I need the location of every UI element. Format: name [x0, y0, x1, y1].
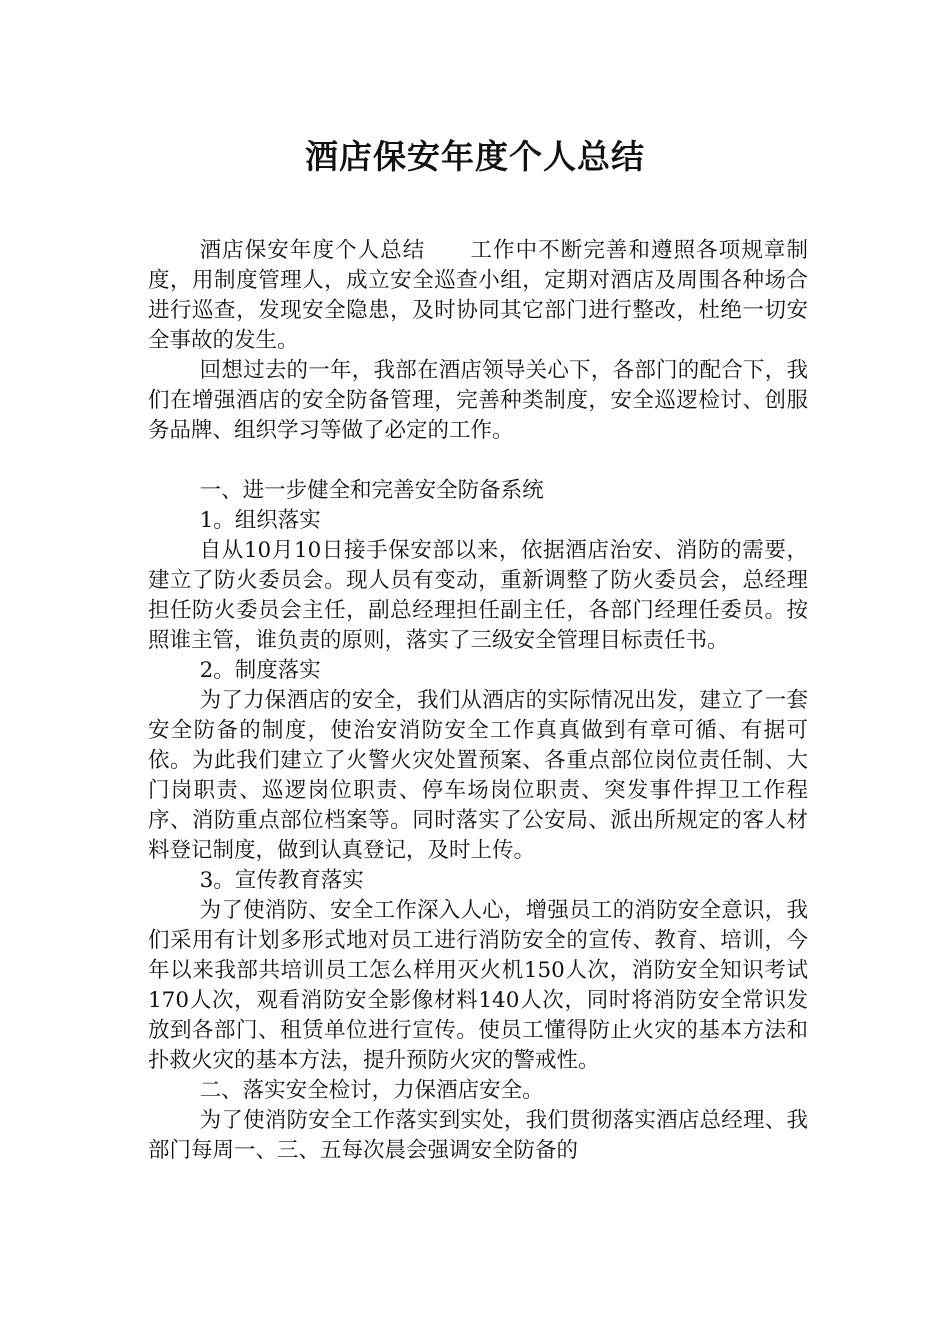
paragraph-intro: 酒店保安年度个人总结 工作中不断完善和遵照各项规章制度，用制度管理人，成立安全巡查小组，定期对酒店及周围各种场合进行巡查，发现安全隐患，及时协同其它部门进行整改，杜绝一切安全事故的发生。	[148, 238, 808, 353]
paragraph-organization: 自从10月10日接手保安部以来，依据酒店治安、消防的需要，建立了防火委员会。现人员有变动，重新调整了防火委员会，总经理担任防火委员会主任，副总经理担任副主任，各部门经理任委员。按照谁主管，谁负责的原则，落实了三级安全管理目标责任书。	[148, 538, 808, 653]
paragraph-system: 为了力保酒店的安全，我们从酒店的实际情况出发，建立了一套安全防备的制度，使治安消防安全工作真真做到有章可循、有据可依。为此我们建立了火警火灾处置预案、各重点部位岗位责任制、大门岗职责、巡逻岗位职责、停车场岗位职责、突发事件捍卫工作程序、消防重点部位档案等。同时落实了公安局、派出所规定的客人材料登记制度，做到认真登记，及时上传。	[148, 688, 808, 863]
section-heading-2: 二、落实安全检讨，力保酒店安全。	[199, 1078, 544, 1103]
subheading-organization: 1。组织落实	[199, 508, 321, 533]
document-title: 酒店保安年度个人总结	[305, 137, 645, 176]
section-heading-1: 一、进一步健全和完善安全防备系统	[199, 478, 544, 503]
subheading-system: 2。制度落实	[199, 658, 321, 683]
subheading-education: 3。宣传教育落实	[199, 868, 364, 893]
paragraph-review: 回想过去的一年，我部在酒店领导关心下，各部门的配合下，我们在增强酒店的安全防备管理，完善种类制度，安全巡逻检讨、创服务品牌、组织学习等做了必定的工作。	[148, 358, 808, 443]
document-body	[148, 236, 808, 1166]
paragraph-education: 为了使消防、安全工作深入人心，增强员工的消防安全意识，我们采用有计划多形式地对员工进行消防安全的宣传、教育、培训，今年以来我部共培训员工怎么样用灭火机150人次，消防安全知识考试170人次，观看消防安全影像材料140人次，同时将消防安全常识发放到各部门、租赁单位进行宣传。使员工懂得防止火灾的基本方法和扑救火灾的基本方法，提升预防火灾的警戒性。	[148, 898, 808, 1073]
paragraph-inspection: 为了使消防安全工作落实到实处，我们贯彻落实酒店总经理、我部门每周一、三、五每次晨会强调安全防备的	[148, 1108, 808, 1163]
